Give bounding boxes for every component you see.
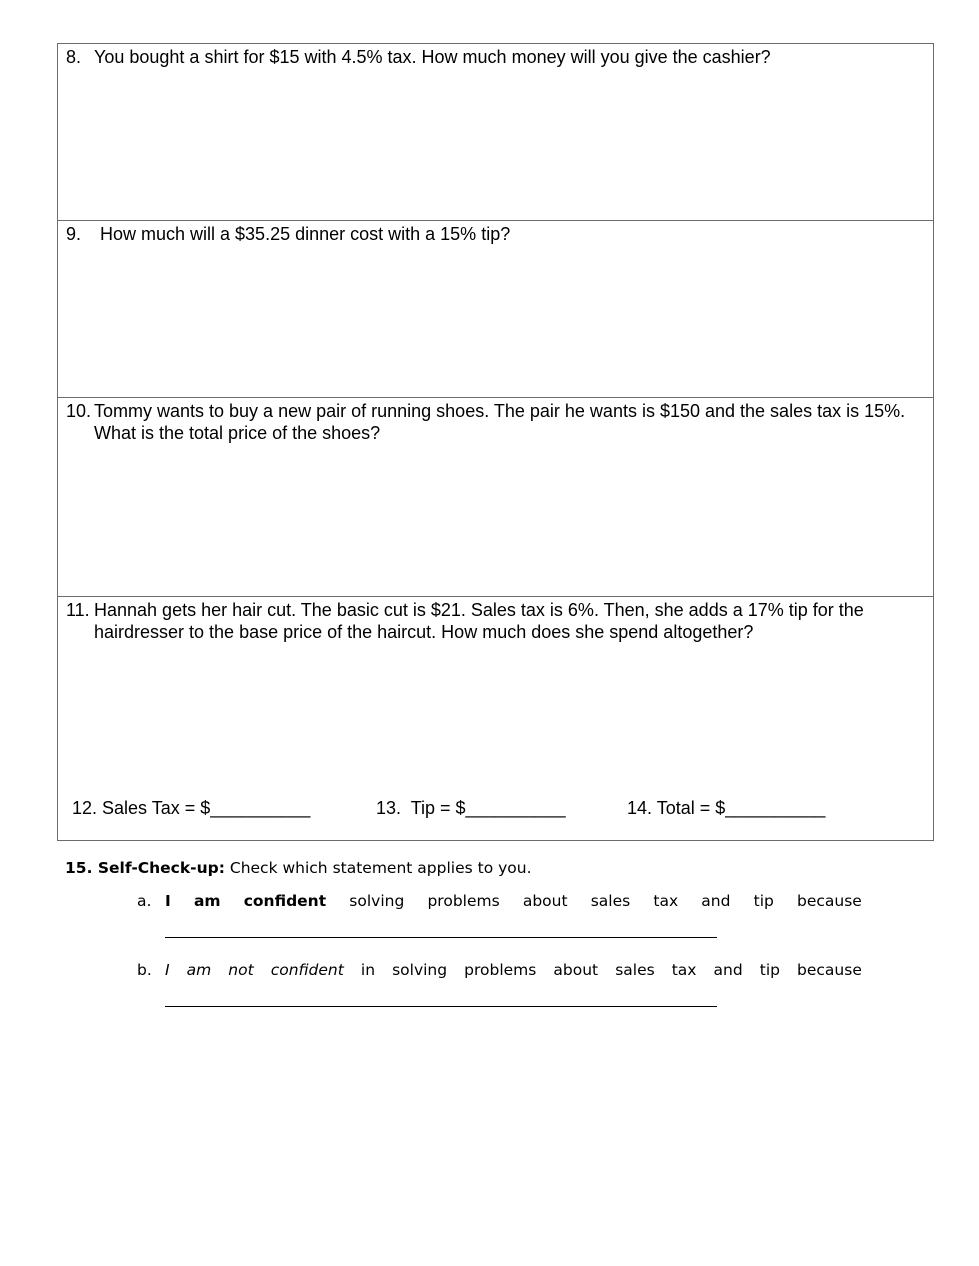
question-text: You bought a shirt for $15 with 4.5% tax. How much money will you give the cashier? [94, 47, 771, 67]
statement-a-text [165, 891, 862, 911]
sales-tax-answer: 12. Sales Tax = $__________ [72, 798, 311, 818]
question-text: Tommy wants to buy a new pair of running shoes. The pair he wants is $150 and the sales tax is 15%. What is the total price of the shoes? [94, 401, 906, 443]
statement-word: I [165, 892, 171, 910]
statement-word: problems [464, 961, 537, 979]
statement-word: because [797, 961, 862, 979]
statement-word: solving [349, 892, 405, 910]
question-10-box [57, 397, 934, 597]
question-8-box [57, 43, 934, 221]
statement-word: and [701, 892, 731, 910]
statement-word: tax [671, 961, 697, 979]
question-number: 9. [66, 224, 82, 244]
statement-a-blank [165, 937, 717, 938]
question-11-box [57, 596, 934, 841]
question-number: 11. [66, 600, 90, 620]
statement-word: and [713, 961, 743, 979]
statement-word: confident [270, 961, 344, 979]
statement-word: tax [653, 892, 679, 910]
statement-word: solving [392, 961, 448, 979]
statement-word: sales [590, 892, 631, 910]
statement-letter: a. [137, 892, 152, 910]
tip-answer: 13. Tip = $__________ [376, 798, 566, 818]
statement-word: am [193, 892, 221, 910]
question-9 [66, 223, 915, 245]
statement-letter: b. [137, 961, 152, 979]
statement-b-text [165, 960, 862, 980]
statement-word: about [522, 892, 568, 910]
statement-word: because [797, 892, 862, 910]
statement-word: not [228, 961, 254, 979]
question-number: 10. [66, 401, 92, 421]
total-answer: 14. Total = $__________ [627, 798, 826, 818]
question-8 [66, 46, 915, 68]
question-number: 8. [66, 47, 82, 67]
question-11 [66, 599, 915, 643]
statement-b-blank [165, 1006, 717, 1007]
statement-word: in [360, 961, 376, 979]
statement-word: tip [759, 961, 780, 979]
statement-word: confident [243, 892, 327, 910]
question-10 [66, 400, 915, 444]
statement-word: problems [427, 892, 500, 910]
question-text: Hannah gets her hair cut. The basic cut is $21. Sales tax is 6%. Then, she adds a 17% tip for the hairdresser to the base price of the haircut. How much does she spend altogether? [94, 600, 864, 642]
question-text: How much will a $35.25 dinner cost with a 15% tip? [100, 224, 511, 244]
question-9-box [57, 220, 934, 398]
statement-word: I [165, 961, 170, 979]
statement-word: about [553, 961, 599, 979]
statement-word: sales [615, 961, 655, 979]
statement-word: am [186, 961, 212, 979]
self-check-heading [65, 858, 865, 878]
self-check-label: 15. Self-Check-up: [65, 859, 225, 877]
statement-word: tip [753, 892, 774, 910]
self-check-instruction: Check which statement applies to you. [229, 859, 532, 877]
